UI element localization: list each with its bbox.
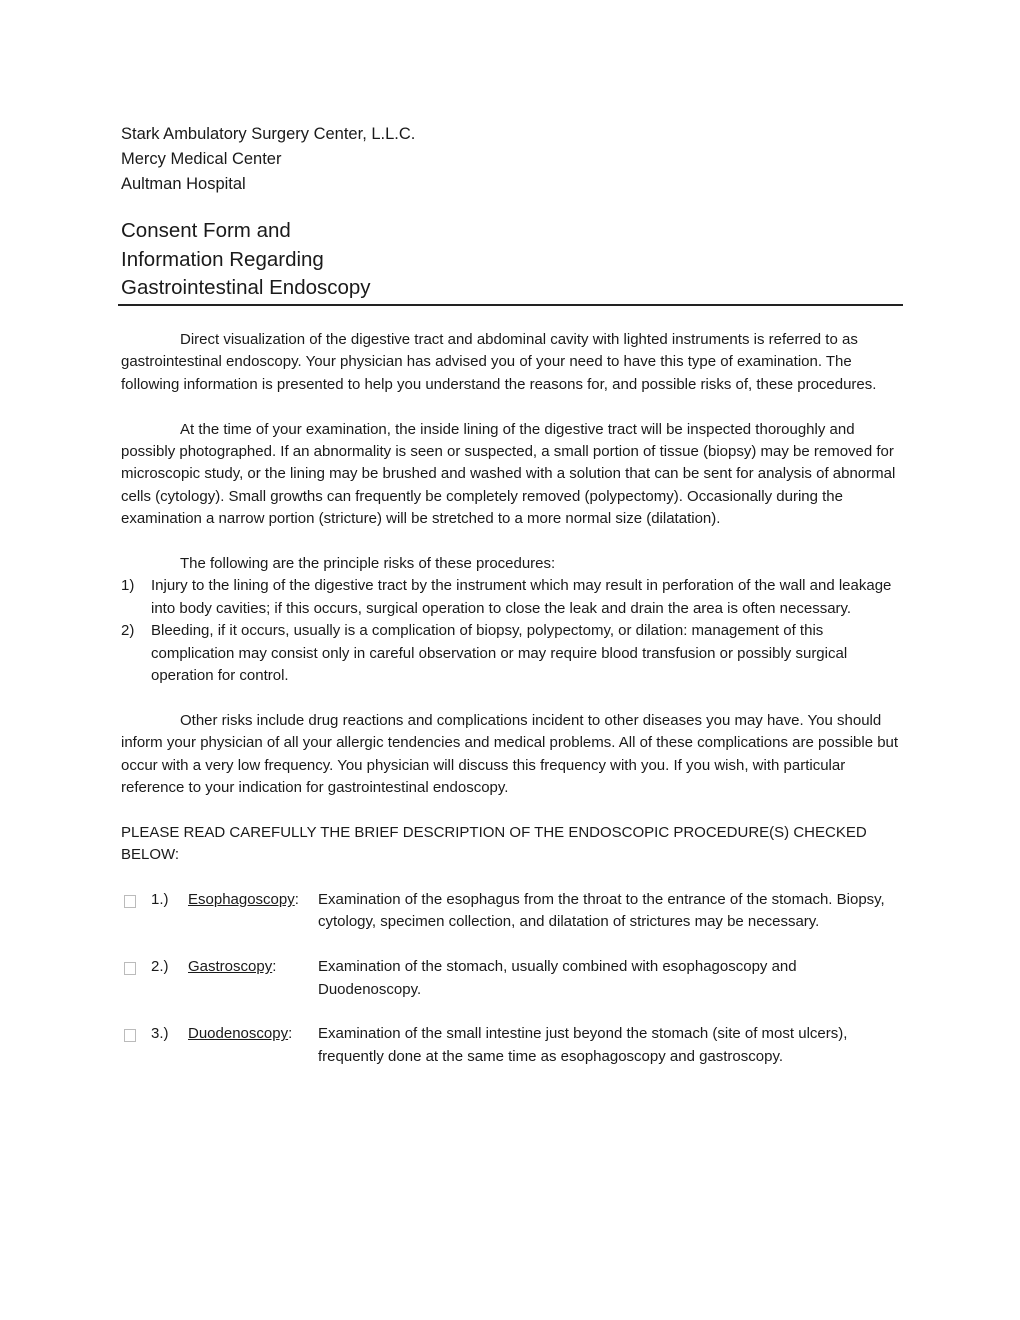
examination-paragraph: At the time of your examination, the inside lining of the digestive tract will be inspected thoroughly and possibly photographed. If an abnormality is seen or suspected, a small portion of tissue (biopsy) may be removed for microscopic study, or the lining may be brushed and washed with a solution that can be sent for analysis of abnormal cells (cytology). Small growths can frequently be completely removed (polypectomy). Occasionally during the examination a narrow portion (stricture) will be stretched to a more normal size (dilatation). xyxy=(121,420,896,528)
title-divider xyxy=(118,304,903,306)
procedure-name: Esophagoscopy xyxy=(188,891,295,909)
procedure-checkbox[interactable] xyxy=(124,895,136,908)
procedure-item xyxy=(121,956,903,1001)
procedure-item xyxy=(121,1023,903,1068)
risks-lead: The following are the principle risks of these procedures: xyxy=(180,555,556,573)
other-risks-paragraph: Other risks include drug reactions and complications incident to other diseases you may have. You should inform your physician of all your allergic tendencies and medical problems. All of these complications are possible but occur with a very low frequency. You physician will discuss this frequency with you. If you wish, with particular reference to your indication for gastrointestinal endoscopy. xyxy=(121,711,899,797)
risks-section xyxy=(121,553,903,687)
title-line: Consent Form and xyxy=(121,219,291,242)
title-line: Information Regarding xyxy=(121,247,324,271)
risk-item xyxy=(121,575,903,620)
document-body xyxy=(121,329,903,1091)
procedure-description: Examination of the stomach, usually combined with esophagoscopy and Duodenoscopy. xyxy=(318,958,797,998)
risk-text: Injury to the lining of the digestive tract by the instrument which may result in perforation of the wall and leakage into body cavities; if this occurs, surgical operation to close the leak and drain the area is often necessary. xyxy=(151,577,892,617)
title-line: Gastrointestinal Endoscopy xyxy=(121,276,371,300)
risk-text: Bleeding, if it occurs, usually is a complication of biopsy, polypectomy, or dilation: management of this complication may consist only in careful observation or may require blood transfusion or possibly surgical operation for control. xyxy=(151,622,848,685)
organization-list xyxy=(121,122,415,197)
procedure-item xyxy=(121,889,903,934)
procedure-name-wrap xyxy=(188,1023,318,1068)
procedure-name-wrap xyxy=(188,956,318,1001)
procedure-description: Examination of the small intestine just beyond the stomach (site of most ulcers), frequently done at the same time as esophagoscopy and gastroscopy. xyxy=(318,1025,848,1065)
procedure-separator: : xyxy=(294,891,299,909)
organization-name: Mercy Medical Center xyxy=(121,150,282,168)
organization-name: Stark Ambulatory Surgery Center, L.L.C. xyxy=(121,125,416,143)
procedure-name-wrap xyxy=(188,889,318,934)
procedure-separator: : xyxy=(288,1025,293,1043)
procedure-name: Gastroscopy xyxy=(188,958,273,976)
procedure-number: 1.) xyxy=(151,891,169,909)
procedure-separator: : xyxy=(272,958,277,976)
document-title xyxy=(121,217,371,303)
instruction-text: PLEASE READ CAREFULLY THE BRIEF DESCRIPTION OF THE ENDOSCOPIC PROCEDURE(S) CHECKED BELOW: xyxy=(121,823,867,864)
risk-number: 1) xyxy=(121,577,135,595)
procedure-description: Examination of the esophagus from the throat to the entrance of the stomach. Biopsy, cytology, specimen collection, and dilatation of strictures may be necessary. xyxy=(318,891,885,931)
intro-paragraph: Direct visualization of the digestive tract and abdominal cavity with lighted instruments is referred to as gastrointestinal endoscopy. Your physician has advised you of your need to have this type of examination. The following information is presented to help you understand the reasons for, and possible risks of, these procedures. xyxy=(121,331,877,393)
procedure-name: Duodenoscopy xyxy=(188,1025,289,1043)
procedure-number: 3.) xyxy=(151,1025,169,1043)
procedure-number: 2.) xyxy=(151,958,169,976)
risk-number: 2) xyxy=(121,622,135,640)
risk-item xyxy=(121,620,903,687)
organization-name: Aultman Hospital xyxy=(121,175,246,193)
procedure-checkbox[interactable] xyxy=(124,1029,136,1042)
procedure-checkbox[interactable] xyxy=(124,962,136,975)
